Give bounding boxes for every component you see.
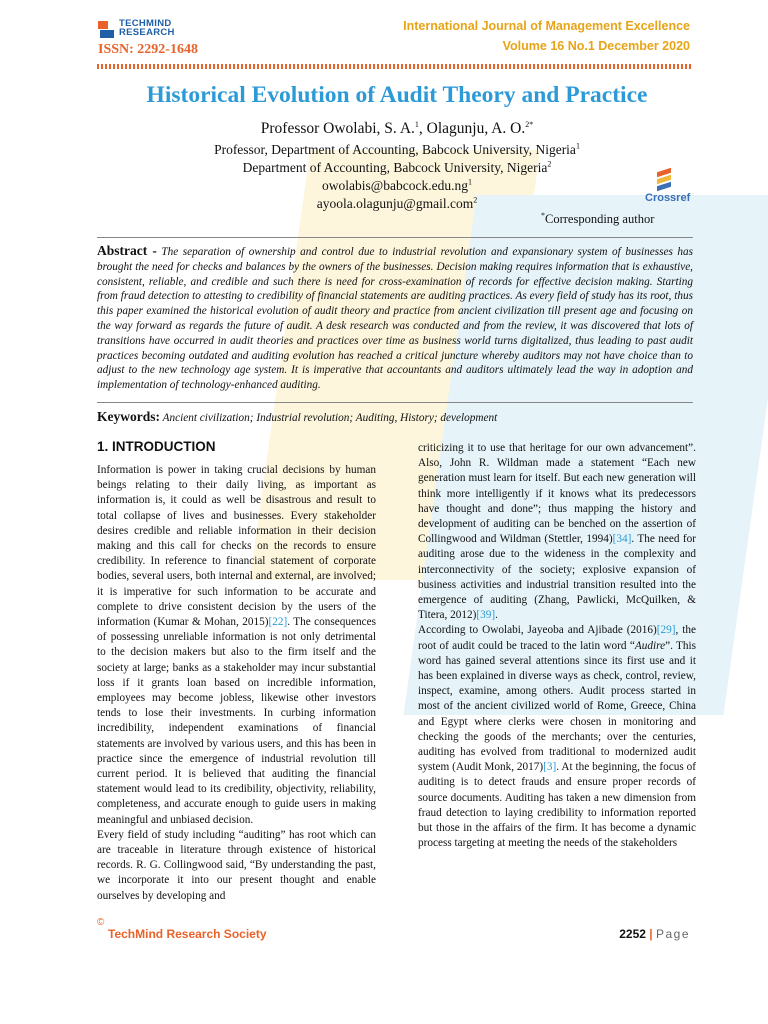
abstract	[97, 244, 693, 393]
right-p2-text-c: ”. This word has gained several attentions since its first use and it has been explained in diverse ways as check, control, review, inspect, examine, among others. Audit process started in most of the ancient civilized world of Rome, Greece, China and Egypt where clerks were chosen in monitoring and checking the goods of the merchants; over the centuries, auditing has evolved from traditional to modernized audit system (Audit Monk, 2017)	[418, 639, 696, 774]
author-1-sup: 1	[414, 119, 419, 129]
page-number: 2252	[619, 927, 646, 941]
corresponding-text: Corresponding author	[545, 212, 655, 226]
affiliation-2-sup: 2	[547, 159, 552, 169]
logo-mark-icon	[98, 19, 118, 39]
citation-link[interactable]: [34]	[612, 533, 632, 546]
author-2: , Olagunju, A. O.	[418, 120, 526, 137]
right-p2-text-a: According to Owolabi, Jayeoba and Ajibade (2016)	[418, 624, 657, 637]
corresponding-mark: *	[541, 210, 545, 220]
journal-name: International Journal of Management Excellence	[403, 19, 690, 33]
citation-link[interactable]: [29]	[656, 624, 676, 637]
abstract-top-rule	[97, 237, 693, 238]
email-1[interactable]	[97, 178, 697, 194]
latin-word: Audire	[634, 639, 666, 652]
citation-link[interactable]: [3]	[543, 761, 557, 774]
keywords	[97, 409, 697, 425]
authors-line	[97, 120, 697, 138]
email-1-text[interactable]: owolabis@babcock.edu.ng	[322, 178, 468, 193]
abstract-bottom-rule	[97, 402, 693, 403]
affiliation-1-text: Professor, Department of Accounting, Babcock University, Nigeria	[214, 142, 576, 157]
affiliation-1	[97, 142, 697, 158]
email-2-sup: 2	[473, 195, 478, 205]
abstract-label: Abstract -	[97, 243, 157, 258]
affiliation-2	[97, 160, 697, 176]
page-label: Page	[655, 927, 690, 941]
affiliation-2-text: Department of Accounting, Babcock University, Nigeria	[242, 160, 548, 175]
right-paragraph-1	[418, 441, 696, 623]
footer-page	[619, 927, 690, 941]
copyright-icon: ©	[97, 917, 105, 928]
author-2-sup: 2*	[525, 119, 534, 129]
citation-link[interactable]: [22]	[268, 616, 288, 629]
right-column	[418, 441, 696, 851]
keywords-text: Ancient civilization; Industrial revolution; Auditing, History; development	[162, 412, 498, 424]
right-p1-text-a: criticizing it to use that heritage for our own advancement”. Also, John R. Wildman made a statement “Each new generation must learn for itself. But each new generation will think more intelligently if it knows what its predecessors have thought and done”; thus mapping the history and development of auditing can be benched on the assertion of Collingwood and Wildman (Stettler, 1994)	[418, 442, 696, 546]
right-paragraph-2	[418, 623, 696, 851]
citation-link[interactable]: [39]	[476, 609, 496, 622]
paper-title: Historical Evolution of Audit Theory and Practice	[146, 82, 648, 108]
right-p2-text-b: , the root of audit could be traced to the latin word “	[418, 624, 697, 652]
journal-volume: Volume 16 No.1 December 2020	[502, 39, 690, 53]
abstract-text: The separation of ownership and control due to industrial revolution and expansionary system of businesses has brought the need for checks and balances by the owners of the businesses. Decision making requires information that is exhaustive, consistent, reliable, and credible and such there is need for cross-examination of records for effective decision making. Starting from fraud detection to attesting to credibility of financial statements are auditing practices. As every field of study has its root, thus this paper examined the historical evolution of audit theory and practice from ancient civilization till present age and focusing on the way forward as regards the future of audit. A desk research was conducted and from the review, it was discovered that lots of transitions have occurred in audit theories and practices over time as business world turns digitalized, thus leading to past audit practices becoming outdated and auditing evolution has reached a critical juncture whereby auditors may not have choice than to adjust to the new technology age system. It is imperative that accountants and auditors ultimately lead the way in adoption and implementation of technology-enhanced auditing.	[97, 246, 694, 392]
affiliation-1-sup: 1	[575, 141, 580, 151]
footer-society: TechMind Research Society	[108, 927, 267, 941]
right-p1-text-c: .	[495, 609, 498, 622]
logo-line-2: RESEARCH	[119, 27, 175, 38]
left-paragraph-2: Every field of study including “auditing” has root which can are traceable in literature through existence of historical records. R. G. Collingwood said, “By understanding the past, we incorporate it into our present thought and enable ourselves by developing and	[97, 828, 376, 902]
right-p1-text-b: . The need for auditing arose due to the wideness in the complexity and interconnectivity of the society; explosive expansion of business activities and industrial transition resulted into the emergence of auditing (Zhang, Pawlicki, McQuilken, & Titera, 2012)	[418, 533, 696, 622]
left-paragraph-1	[97, 463, 376, 828]
section-heading: 1. INTRODUCTION	[97, 439, 216, 454]
right-p2-text-d: . At the beginning, the focus of auditing is to detect frauds and ensure proper records of source documents. Auditing has taken a new dimension from fraud detection to laying credibility to information reported but those in the affairs of the firm. It has become a dynamic process targeting at meeting the needs of the stakeholders	[418, 761, 696, 850]
left-column	[97, 463, 376, 904]
logo-line-1: TECHMIND	[119, 18, 172, 29]
email-1-sup: 1	[467, 177, 472, 187]
keywords-label: Keywords:	[97, 409, 160, 424]
crossref-label: Crossref	[645, 192, 691, 204]
email-2[interactable]	[97, 196, 697, 212]
issn: ISSN: 2292-1648	[98, 42, 198, 57]
left-p1-text-b: . The consequences of possessing unreliable information is not only detrimental to the decision makers but also to the firm itself and the society at large; banks as a stakeholder may incur substantial loss if it grants loan based on incredible information, employees may become jobless, likewise other investors tends to lose their investments. In curbing information incredibility, independent examinations of financial statements are involved by various users, and this has been in practice since the emergence of industrial revolution till current period. It is believed that auditing the financial statement would lead to its credibility, objectivity, reliability, completeness, and accurate enough to guide users in making meaningful and unbiased decision.	[97, 616, 377, 826]
corresponding-author-note	[541, 212, 654, 227]
footer-separator: |	[649, 927, 653, 941]
author-1: Professor Owolabi, S. A.	[260, 120, 415, 137]
email-2-text[interactable]: ayoola.olagunju@gmail.com	[316, 196, 474, 211]
left-p1-text-a: Information is power in taking crucial decisions by human beings relating to their daily living, as important as information is, it could as well be disastrous and result to total collapse of lives and businesses. Every stakeholder desires credible and reliable information in their decision making and this call for checks on the records to ensure credibility. In reference to financial statement of corporate bodies, several users, both internal and external, are involved; it is imperative for such information to be accurate and complete to drive consistent decision by the users of the information (Kumar & Mohan, 2015)	[97, 464, 376, 629]
header-divider	[97, 64, 693, 69]
